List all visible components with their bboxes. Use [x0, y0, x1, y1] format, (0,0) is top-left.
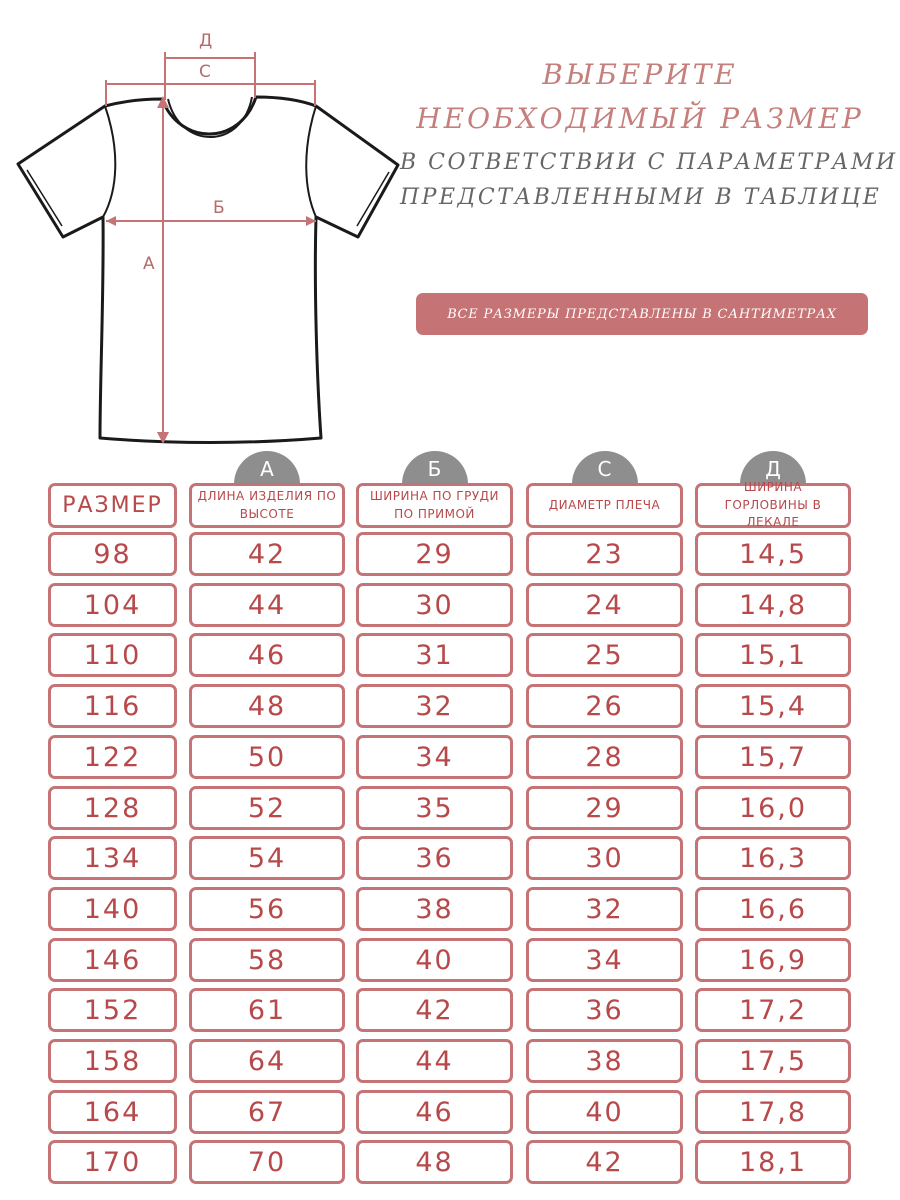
- measurement-cell: 54: [189, 836, 345, 880]
- measurement-cell: 25: [526, 633, 683, 677]
- column-badge: С: [572, 451, 638, 517]
- size-cell: 164: [48, 1090, 177, 1134]
- measurement-cell: 67: [189, 1090, 345, 1134]
- measurement-cell: 32: [356, 684, 513, 728]
- size-cell: 140: [48, 887, 177, 931]
- measurement-cell: 64: [189, 1039, 345, 1083]
- measurement-cell: 16,0: [695, 786, 851, 830]
- measurement-cell: 48: [189, 684, 345, 728]
- size-cell: 110: [48, 633, 177, 677]
- measurement-cell: 42: [356, 988, 513, 1032]
- measurement-cell: 46: [356, 1090, 513, 1134]
- dimension-label-b: Б: [213, 198, 225, 218]
- measurement-cell: 36: [526, 988, 683, 1032]
- measurement-cell: 44: [356, 1039, 513, 1083]
- measurement-cell: 70: [189, 1140, 345, 1184]
- heading-line-2: НЕОБХОДИМЫЙ РАЗМЕР: [416, 102, 864, 135]
- table-header-cell: ШИРИНА ПО ГРУДИ ПО ПРИМОЙ: [356, 483, 513, 528]
- measurement-cell: 44: [189, 583, 345, 627]
- table-header-cell: РАЗМЕР: [48, 483, 177, 528]
- measurement-cell: 50: [189, 735, 345, 779]
- measurement-cell: 16,3: [695, 836, 851, 880]
- measurement-cell: 56: [189, 887, 345, 931]
- size-cell: 104: [48, 583, 177, 627]
- heading-line-1: ВЫБЕРИТЕ: [542, 58, 738, 91]
- size-cell: 122: [48, 735, 177, 779]
- measurement-cell: 15,1: [695, 633, 851, 677]
- measurement-cell: 17,8: [695, 1090, 851, 1134]
- size-cell: 134: [48, 836, 177, 880]
- measurement-cell: 61: [189, 988, 345, 1032]
- heading-line-4: ПРЕДСТАВЛЕННЫМИ В ТАБЛИЦЕ: [400, 185, 882, 210]
- measurement-cell: 40: [356, 938, 513, 982]
- measurement-cell: 35: [356, 786, 513, 830]
- size-cell: 158: [48, 1039, 177, 1083]
- size-cell: 146: [48, 938, 177, 982]
- measurement-cell: 42: [526, 1140, 683, 1184]
- column-badge: Д: [740, 451, 806, 517]
- measurement-cell: 29: [526, 786, 683, 830]
- size-cell: 170: [48, 1140, 177, 1184]
- size-cell: 98: [48, 532, 177, 576]
- size-cell: 152: [48, 988, 177, 1032]
- measurement-cell: 38: [526, 1039, 683, 1083]
- measurement-cell: 15,4: [695, 684, 851, 728]
- dimension-label-c: С: [199, 62, 211, 82]
- tshirt-outline: [18, 97, 398, 443]
- measurement-cell: 26: [526, 684, 683, 728]
- size-cell: 128: [48, 786, 177, 830]
- dimension-label-d: Д: [199, 31, 213, 51]
- measurement-cell: 16,6: [695, 887, 851, 931]
- measurement-cell: 23: [526, 532, 683, 576]
- measurement-cell: 28: [526, 735, 683, 779]
- measurement-cell: 58: [189, 938, 345, 982]
- measurement-cell: 18,1: [695, 1140, 851, 1184]
- measurement-cell: 40: [526, 1090, 683, 1134]
- measurement-cell: 30: [356, 583, 513, 627]
- measurement-cell: 46: [189, 633, 345, 677]
- measurement-cell: 24: [526, 583, 683, 627]
- measurement-cell: 34: [526, 938, 683, 982]
- measurement-cell: 52: [189, 786, 345, 830]
- measurement-cell: 29: [356, 532, 513, 576]
- measurement-cell: 31: [356, 633, 513, 677]
- measurement-cell: 15,7: [695, 735, 851, 779]
- heading-line-3: В СОТВЕТСТВИИ С ПАРАМЕТРАМИ: [400, 150, 898, 175]
- measurement-cell: 36: [356, 836, 513, 880]
- measurement-cell: 30: [526, 836, 683, 880]
- measurement-cell: 14,5: [695, 532, 851, 576]
- table-header-cell: ШИРИНА ГОРЛОВИНЫ В ЛЕКАЛЕ: [695, 483, 851, 528]
- units-note-banner: ВСЕ РАЗМЕРЫ ПРЕДСТАВЛЕНЫ В САНТИМЕТРАХ: [416, 293, 868, 335]
- measurement-cell: 32: [526, 887, 683, 931]
- dimension-label-a: А: [143, 254, 155, 274]
- measurement-cell: 34: [356, 735, 513, 779]
- measurement-cell: 14,8: [695, 583, 851, 627]
- measurement-cell: 17,2: [695, 988, 851, 1032]
- measurement-cell: 17,5: [695, 1039, 851, 1083]
- measurement-cell: 48: [356, 1140, 513, 1184]
- measurement-cell: 16,9: [695, 938, 851, 982]
- measurement-cell: 42: [189, 532, 345, 576]
- column-badge: Б: [402, 451, 468, 517]
- column-badge: А: [234, 451, 300, 517]
- table-header-cell: ДЛИНА ИЗДЕЛИЯ ПО ВЫСОТЕ: [189, 483, 345, 528]
- size-cell: 116: [48, 684, 177, 728]
- table-header-cell: ДИАМЕТР ПЛЕЧА: [526, 483, 683, 528]
- measurement-cell: 38: [356, 887, 513, 931]
